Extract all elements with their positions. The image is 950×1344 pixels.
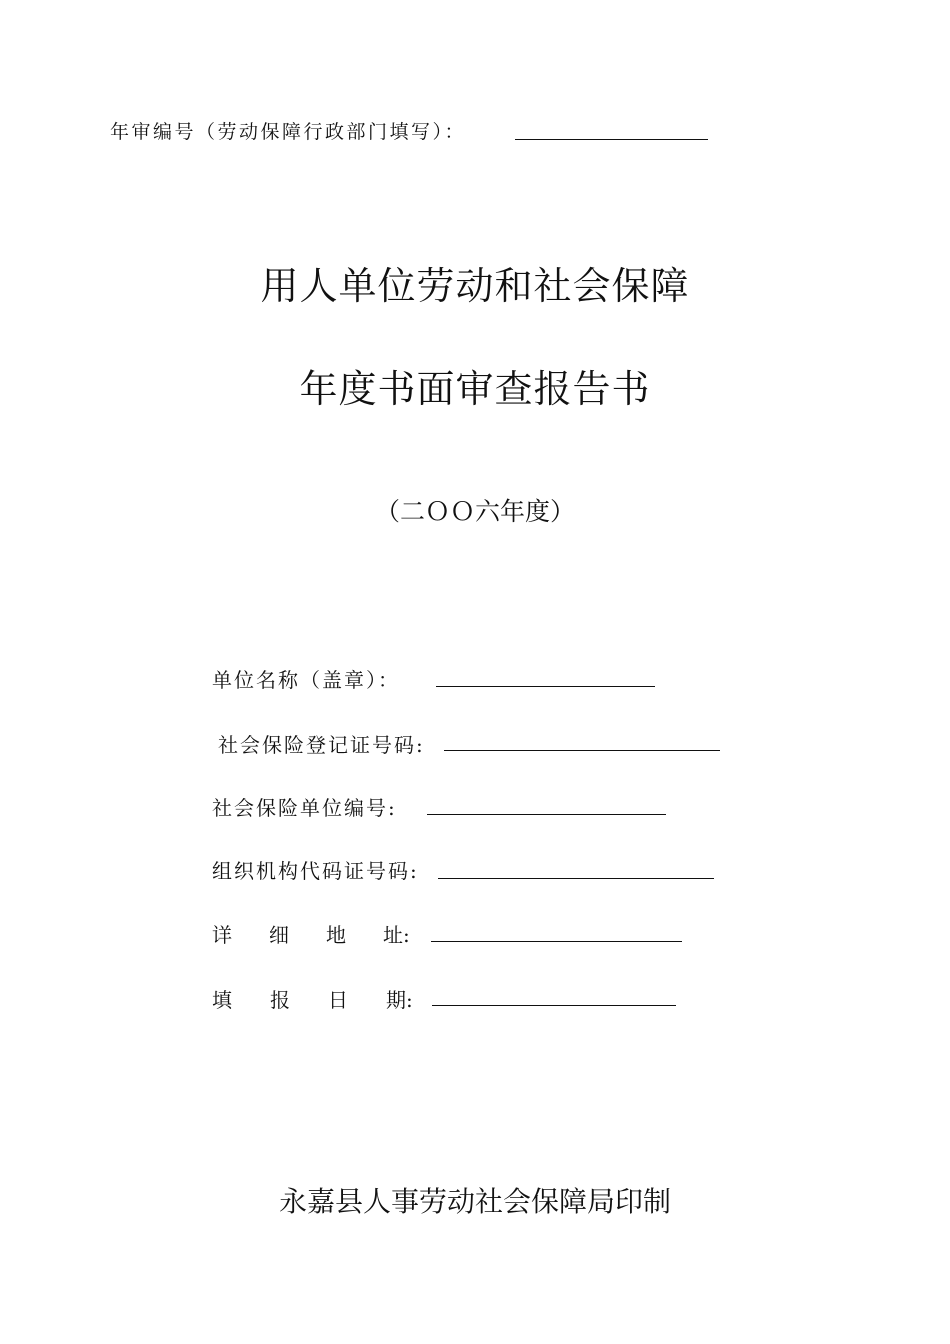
date-char-4: 期: bbox=[386, 988, 413, 1012]
report-date-blank[interactable] bbox=[432, 1005, 676, 1006]
org-code-cert-no-blank[interactable] bbox=[438, 878, 714, 879]
address-char-2: 细 bbox=[269, 923, 289, 947]
social-insurance-reg-no-label: 社会保险登记证号码: bbox=[218, 733, 425, 757]
date-char-2: 报 bbox=[270, 988, 290, 1012]
date-char-3: 日 bbox=[328, 988, 348, 1012]
address-char-1: 详 bbox=[212, 923, 232, 947]
report-title-line2: 年度书面审查报告书 bbox=[299, 367, 651, 411]
audit-number-blank[interactable] bbox=[515, 139, 708, 140]
report-title-line1: 用人单位劳动和社会保障 bbox=[260, 264, 690, 308]
org-code-cert-no-label: 组织机构代码证号码: bbox=[212, 859, 419, 883]
address-label bbox=[212, 919, 410, 948]
report-date-label bbox=[212, 984, 413, 1013]
social-insurance-unit-no-blank[interactable] bbox=[427, 814, 666, 815]
address-char-3: 地 bbox=[326, 923, 346, 947]
address-blank[interactable] bbox=[431, 941, 682, 942]
printer-footer: 永嘉县人事劳动社会保障局印制 bbox=[278, 1185, 671, 1218]
date-char-1: 填 bbox=[212, 988, 232, 1012]
social-insurance-reg-no-blank[interactable] bbox=[444, 750, 720, 751]
address-char-4: 址: bbox=[383, 923, 410, 947]
report-year: （二ＯＯ六年度） bbox=[374, 497, 575, 526]
unit-name-blank[interactable] bbox=[436, 686, 655, 687]
audit-number-label: 年审编号（劳动保障行政部门填写）： bbox=[110, 121, 467, 143]
unit-name-label: 单位名称（盖章）： bbox=[212, 668, 400, 692]
social-insurance-unit-no-label: 社会保险单位编号: bbox=[212, 796, 397, 820]
